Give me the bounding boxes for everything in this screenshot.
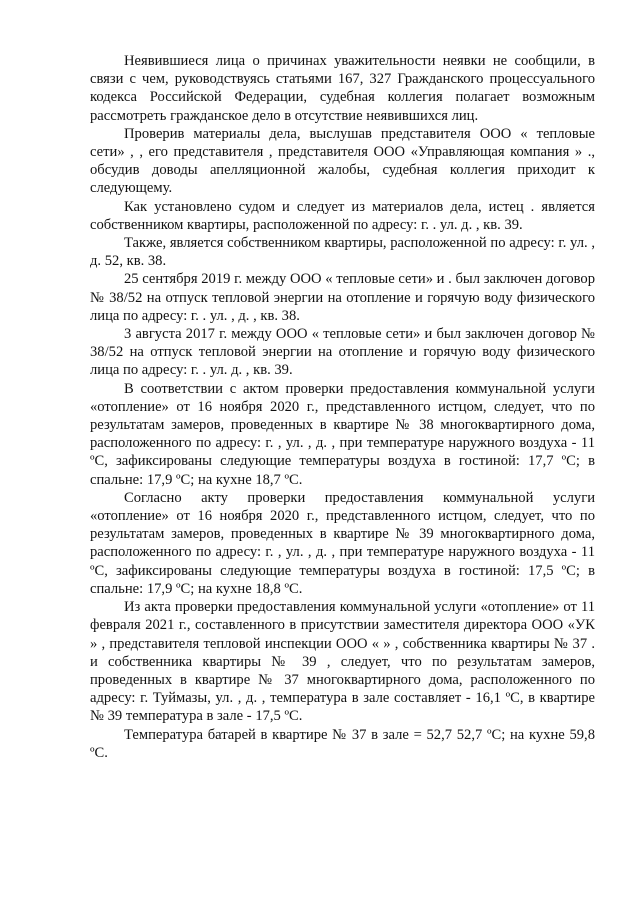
paragraph-text: 3 августа 2017 г. между ООО « тепловые сети» и был заключен договор № 38/52 на отпуск тепловой энергии на отопление и горячую воду физического лица по адресу: г. . ул. д. , кв. 39. <box>90 326 595 379</box>
paragraph-absent-parties <box>90 52 595 125</box>
paragraph-text: 25 сентября 2019 г. между ООО « тепловые сети» и . был заключен договор № 38/52 на отпуск тепловой энергии на отопление и горячую воду физического лица по адресу: г. . ул. , д. , кв. 38. <box>90 271 595 324</box>
paragraph-text: В соответствии с актом проверки предоставления коммунальной услуги «отопление» от 16 ноября 2020 г., представленного истцом, следует, что по результатам замеров, проведенных в квартире № 38 многоквартирного дома, расположенного по адресу: г. , ул. , д. , при температуре наружного воздуха - 11 ºС, зафиксированы следующие температуры воздуха в гостиной: 17,7 ºС; в спальне: 17,9 ºС; на кухне 18,7 ºС. <box>90 380 595 488</box>
paragraph-contract-2019 <box>90 270 595 325</box>
paragraph-text: Из акта проверки предоставления коммунальной услуги «отопление» от 11 февраля 2021 г., составленного в присутствии заместителя директора ООО «УК » , представителя тепловой инспекции ООО « » , собственника квартиры № 37 . и собственника квартиры № 39 , следует, что по результатам замеров, проведенных в квартире № 37 многоквартирного дома, расположенного по адресу: г. Туймазы, ул. , д. , температура в зале составляет - 16,1 ºС, в квартире № 39 температура в зале - 17,5 ºС. <box>90 599 595 725</box>
paragraph-text: Неявившиеся лица о причинах уважительности неявки не сообщили, в связи с чем, руководствуясь статьями 167, 327 Гражданского процессуального кодекса Российской Федерации, судебная коллегия полагает возможным рассмотреть гражданское дело в отсутствие неявившихся лиц. <box>90 53 595 124</box>
paragraph-act-apartment-38 <box>90 380 595 489</box>
paragraph-hearing <box>90 125 595 198</box>
paragraph-contract-2017 <box>90 325 595 380</box>
paragraph-also-owner <box>90 234 595 270</box>
paragraph-text: Также, является собственником квартиры, расположенной по адресу: г. ул. , д. 52, кв. 38. <box>90 235 595 270</box>
paragraph-radiator-temperature <box>90 726 595 762</box>
paragraph-act-february-2021 <box>90 598 595 725</box>
paragraph-text: Проверив материалы дела, выслушав представителя ООО « тепловые сети» , , его представителя , представителя ООО «Управляющая компания » ., обсудив доводы апелляционной жалобы, судебная коллегия приходит к следующему. <box>90 125 595 197</box>
document-page <box>90 52 595 762</box>
paragraph-text: Согласно акту проверки предоставления коммунальной услуги «отопление» от 16 ноября 2020 г., представленного истцом, следует, что по результатам замеров, проведенных в квартире № 39 многоквартирного дома, расположенного по адресу: г. , ул. , д. , при температуре наружного воздуха - 11 ºС, зафиксированы следующие температуры воздуха в гостиной: 17,5 ºС; в спальне: 17,9 ºС; на кухне 18,8 ºС. <box>90 489 595 597</box>
paragraph-text: Как установлено судом и следует из материалов дела, истец . является собственником квартиры, расположенной по адресу: г. . ул. д. , кв. 39. <box>90 198 595 233</box>
paragraph-act-apartment-39 <box>90 489 595 598</box>
paragraph-established-facts <box>90 198 595 234</box>
paragraph-text: Температура батарей в квартире № 37 в зале = 52,7 52,7 ºС; на кухне 59,8 ºС. <box>90 726 595 761</box>
